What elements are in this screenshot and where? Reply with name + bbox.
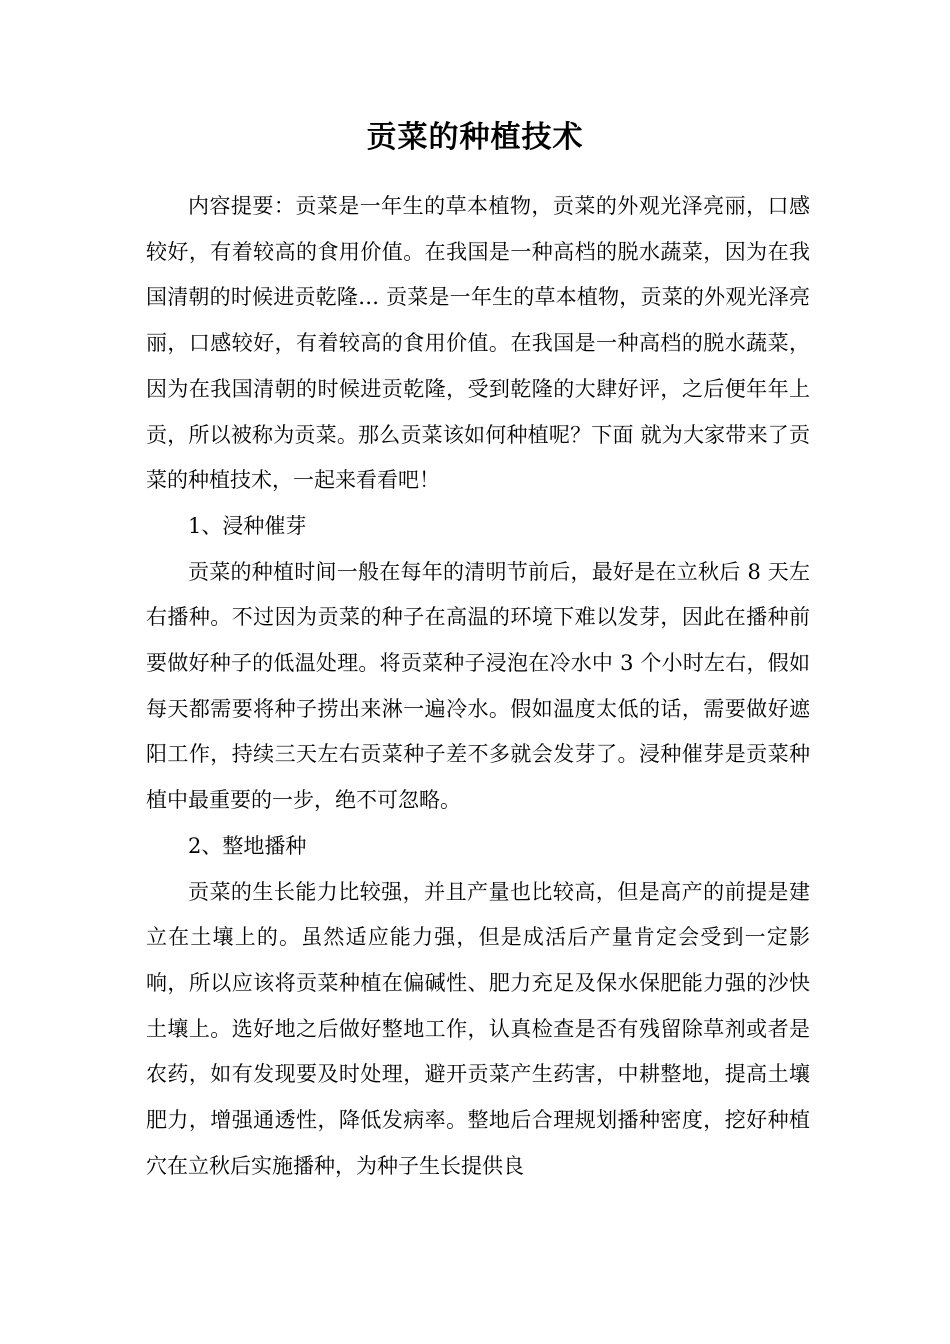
section-heading-prepare-soil: 2、整地播种 bbox=[188, 833, 307, 858]
section-paragraph-soak-seeds: 贡菜的种植时间一般在每年的清明节前后，最好是在立秋后 8 天左右播种。不过因为贡菜的种子在高温的环境下难以发芽，因此在播种前要做好种子的低温处理。将贡菜种子浸泡在冷水中 3 个小时左右，假如每天都需要将种子捞出来淋一遍冷水。假如温度太低的话，需要做好遮阳工作，持续三天左右贡菜种子差不多就会发芽了。浸种催芽是贡菜种植中最重要的一步，绝不可忽略。 bbox=[146, 559, 810, 813]
document-title: 贡菜的种植技术 bbox=[366, 120, 584, 155]
section-heading-soak-seeds: 1、浸种催芽 bbox=[188, 513, 307, 538]
section-paragraph-prepare-soil: 贡菜的生长能力比较强，并且产量也比较高，但是高产的前提是建立在土壤上的。虽然适应能力强，但是成活后产量肯定会受到一定影响，所以应该将贡菜种植在偏碱性、肥力充足及保水保肥能力强的沙快土壤上。选好地之后做好整地工作，认真检查是否有残留除草剂或者是农药，如有发现要及时处理，避开贡菜产生药害，中耕整地，提高土壤肥力，增强通透性，降低发病率。整地后合理规划播种密度，挖好种植穴在立秋后实施播种，为种子生长提供良 bbox=[146, 879, 810, 1178]
document-body bbox=[146, 184, 810, 1189]
summary-paragraph: 内容提要：贡菜是一年生的草本植物，贡菜的外观光泽亮丽，口感较好，有着较高的食用价值。在我国是一种高档的脱水蔬菜，因为在我国清朝的时候进贡乾隆… 贡菜是一年生的草本植物，贡菜的外观光泽亮丽，口感较好，有着较高的食用价值。在我国是一种高档的脱水蔬菜，因为在我国清朝的时候进贡乾隆，受到乾隆的大肆好评，之后便年年上贡，所以被称为贡菜。那么贡菜该如何种植呢？下面 就为大家带来了贡菜的种植技术，一起来看看吧！ bbox=[146, 194, 810, 493]
